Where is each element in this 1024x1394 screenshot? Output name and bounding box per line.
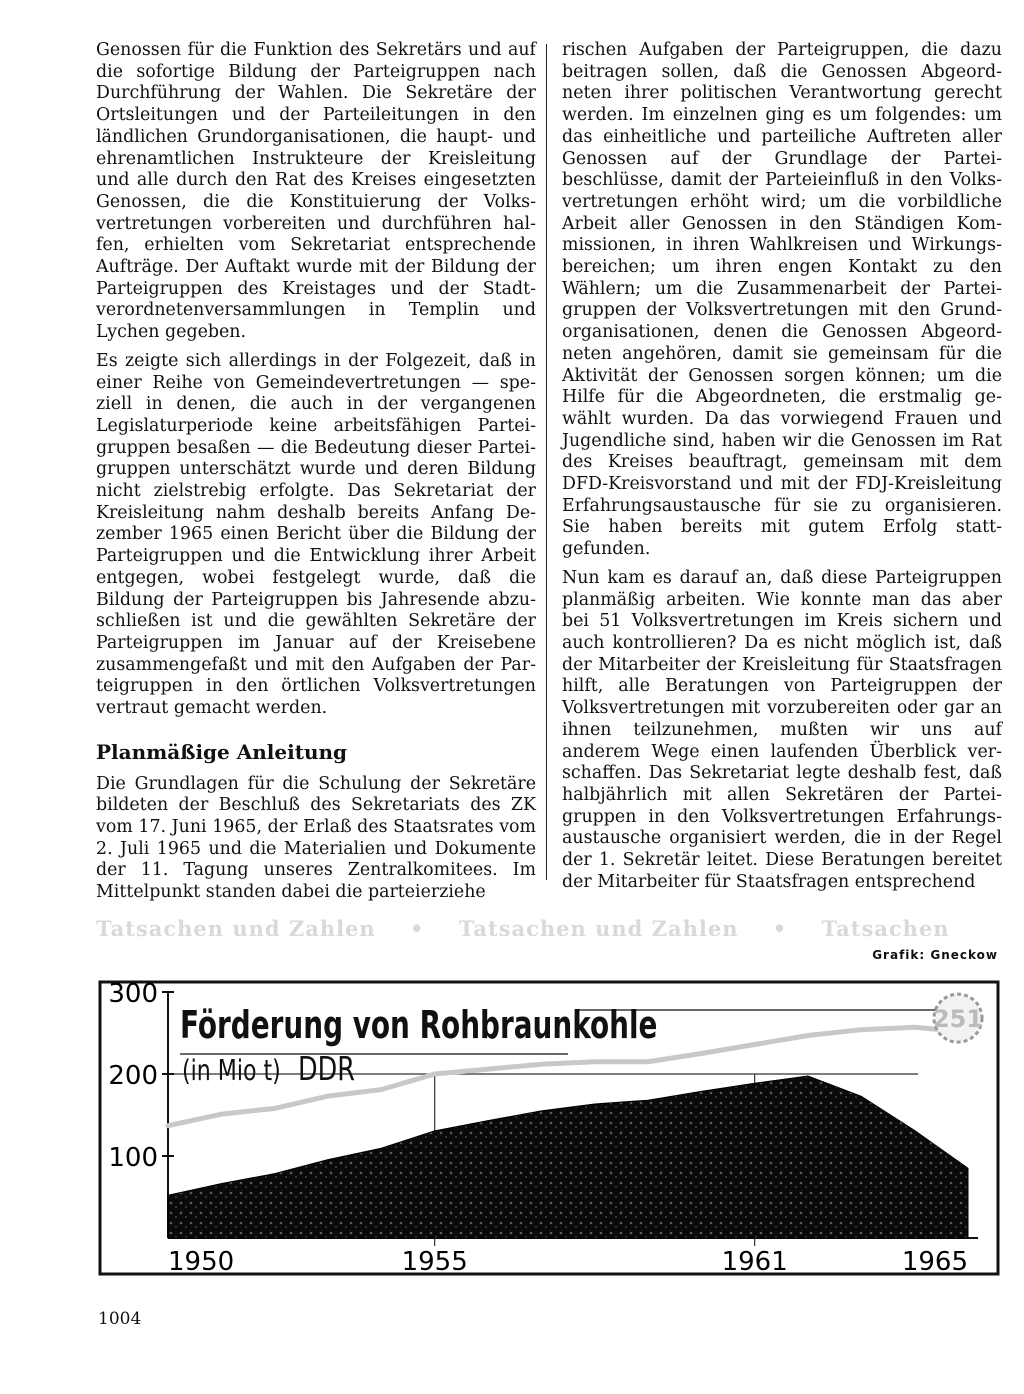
paragraph: Genossen für die Funktion des Sekretärs und auf die sofortige Bildung der Parteigruppen nach Durchführung der Wahlen. Die Sekretäre der Ortsleitungen und der Parteileitungen in den ländlichen Grundorganisationen, die haupt- und ehrenamtlichen Instrukteure der Kreisleitung und alle durch den Rat des Kreises eingesetzten Genossen, die die Konstituierung der Volksvertretungen vorbereiten und durchführen halfen, erhielten vom Sekretariat entsprechende Aufträge. Der Auftakt wurde mit der Bildung der Parteigruppen des Kreistages und der Stadtverordnetenversammlungen in Templin und Lychen gegeben. [96,40,536,343]
production-area [168,1076,968,1238]
graphic-credit: Grafik: Gneckow [872,948,998,962]
highlight-value: 251 [932,1005,984,1034]
y-tick-label: 200 [108,1061,158,1091]
page-number: 1004 [98,1309,142,1329]
x-tick-label: 1955 [401,1247,468,1277]
banner-text: Tatsachen und Zahlen [458,916,739,941]
paragraph: Die Grundlagen für die Schulung der Sekretäre bildeten der Beschluß des Sekretariats des ZK vom 17. Juni 1965, der Erlaß des Staatsrates vom 2. Juli 1965 und die Materialien und Dokumente der 11. Tagung unseres Zentralkomitees. Im Mittelpunkt standen dabei die parteierziehe [96,773,536,903]
banner-text: Tatsachen [821,916,950,941]
section-heading: Planmäßige Anleitung [96,739,348,764]
left-column [96,40,536,911]
y-tick-label: 100 [108,1143,158,1173]
x-tick-label: 1965 [901,1247,968,1277]
paragraph: Nun kam es darauf an, daß diese Parteigruppen planmäßig arbeiten. Wie konnte man das aber bei 51 Volksvertretungen im Kreis sichern und auch kontrollieren? Da es nicht möglich ist, daß der Mitarbeiter der Kreisleitung für Staatsfragen hilft, alle Beratungen von Parteigruppen der Volksvertretungen mit vorzubereiten oder gar an ihnen teilzunehmen, mußten wir uns auf anderem Wege einen laufenden Überblick verschaffen. Das Sekretariat legte deshalb fest, daß halbjährlich mit allen Sekretären der Parteigruppen in den Volksvertretungen Erfahrungsaustausche organisiert werden, die in der Regel der 1. Sekretär leitet. Diese Beratungen bereitet der Mitarbeiter für Staatsfragen entsprechend [562,567,1002,892]
x-tick-label: 1950 [168,1247,235,1277]
chart-title: Förderung von Rohbraunkohle [180,1002,658,1048]
y-tick-label: 300 [108,980,158,1009]
banner-text: Tatsachen und Zahlen [96,916,376,941]
banner-separator: • [772,916,788,941]
banner-separator: • [410,916,425,941]
paragraph: rischen Aufgaben der Parteigruppen, die dazu beitragen sollen, daß die Genossen Abgeordneten ihrer politischen Verantwortung gerecht werden. Im einzelnen ging es um folgendes: um das einheitliche und parteiliche Auftreten aller Genossen auf der Grundlage der Parteibeschlüsse, damit der Parteieinfluß in den Volksvertretungen erhöht wird; um die vorbildliche Arbeit aller Genossen in den Ständigen Kommissionen, in ihren Wahlkreisen und Wirkungsbereichen; um ihren engen Kontakt zu den Wählern; um die Zusammenarbeit der Parteigruppen der Volksvertretungen mit den Grundorganisationen, denen die Genossen Abgeordneten angehören, damit sie gemeinsam für die Aktivität der Genossen sorgen können; um die Hilfe für die Abgeordneten, die erstmalig gewählt wurden. Da das vorwiegend Frauen und Jugendliche sind, haben wir die Genossen im Rat des Kreises beauftragt, gemeinsam mit dem DFD-Kreisvorstand und mit der FDJ-Kreisleitung Erfahrungsaustausche für sie zu organisieren. Sie haben bereits mit gutem Erfolg stattgefunden. [562,40,1002,560]
paragraph: Es zeigte sich allerdings in der Folgezeit, daß in einer Reihe von Gemeindevertretungen — speziell in denen, die auch in der vergangenen Legislaturperiode keine arbeitsfähigen Parteigruppen besaßen — die Bedeutung dieser Parteigruppen unterschätzt wurde und deren Bildung nicht zielstrebig erfolgte. Das Sekretariat der Kreisleitung nahm deshalb bereits Anfang Dezember 1965 einen Bericht über die Bildung der Parteigruppen und die Entwicklung ihrer Arbeit entgegen, wobei festgelegt wurde, daß die Bildung der Parteigruppen bis Jahresende abzuschließen ist und die gewählten Sekretäre der Parteigruppen im Januar auf der Kreisebene zusammengefaßt und mit den Aufgaben der Parteigruppen in den örtlichen Volksvertretungen vertraut gemacht werden. [96,350,536,719]
right-column [562,40,1002,900]
column-divider [546,44,547,880]
x-tick-label: 1961 [721,1247,788,1277]
facts-banner [96,916,1000,941]
chart-subtitle: (in Mio t) [182,1054,281,1088]
chart-region: DDR [298,1049,355,1088]
lignite-chart [98,980,1000,1278]
